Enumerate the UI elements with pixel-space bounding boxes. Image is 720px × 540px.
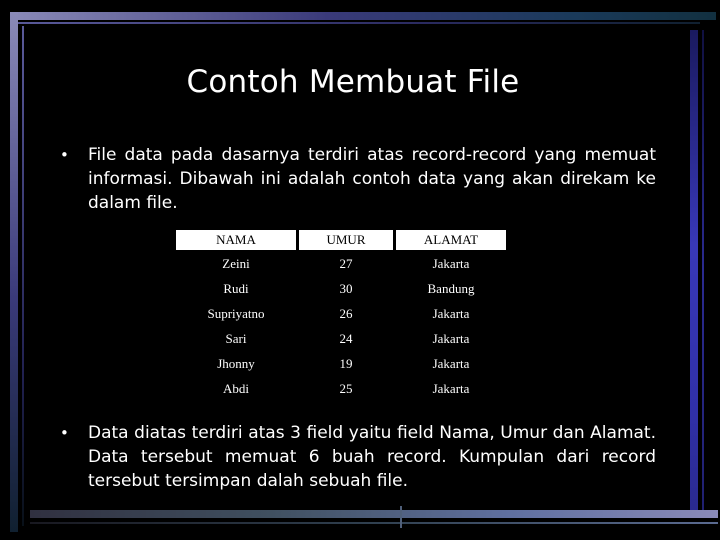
table-cell: 27 bbox=[339, 255, 353, 271]
table-cell: Jakarta bbox=[432, 305, 470, 321]
table-cell: Abdi bbox=[223, 380, 249, 396]
table-cell: 25 bbox=[339, 380, 353, 396]
slide-title: Contoh Membuat File bbox=[186, 64, 520, 100]
table-row bbox=[176, 252, 506, 275]
frame-bottom-tick bbox=[400, 506, 402, 528]
table-cell: Sari bbox=[225, 330, 247, 346]
frame-bottom-bar bbox=[30, 510, 718, 518]
table-header-cell: NAMA bbox=[176, 230, 296, 250]
bullet-item bbox=[60, 143, 656, 215]
frame-left-line bbox=[22, 26, 24, 526]
frame-right-bar bbox=[690, 30, 698, 510]
table-row bbox=[176, 302, 506, 325]
table-cell: Jakarta bbox=[432, 255, 470, 271]
frame-right-line bbox=[702, 30, 704, 510]
table-cell: 30 bbox=[339, 280, 353, 296]
frame-bottom-line bbox=[30, 522, 718, 524]
table-header-row bbox=[176, 230, 506, 250]
table-cell: Jakarta bbox=[432, 380, 470, 396]
table-cell: Rudi bbox=[223, 280, 249, 296]
records-table bbox=[173, 228, 509, 402]
table-cell: 26 bbox=[339, 305, 353, 321]
bullet-text: File data pada dasarnya terdiri atas record-record yang memuat informasi. Dibawah ini adalah contoh data yang akan direkam ke dalam file. bbox=[88, 145, 656, 213]
table-cell: Zeini bbox=[222, 255, 250, 271]
table-cell: Supriyatno bbox=[207, 305, 265, 321]
table-row bbox=[176, 327, 506, 350]
table-cell: Bandung bbox=[427, 280, 475, 296]
bullet-item bbox=[60, 421, 656, 493]
table-cell: 24 bbox=[339, 330, 353, 346]
frame-top-bar bbox=[10, 12, 716, 20]
table-cell: Jhonny bbox=[217, 355, 255, 371]
table-cell: Jakarta bbox=[432, 330, 470, 346]
table-row bbox=[176, 277, 506, 300]
table-header-cell: UMUR bbox=[299, 230, 393, 250]
bullet-text: Data diatas terdiri atas 3 field yaitu field Nama, Umur dan Alamat. Data tersebut memuat 6 buah record. Kumpulan dari record tersebut tersimpan dalah sebuah file. bbox=[88, 423, 656, 491]
table-header-cell: ALAMAT bbox=[396, 230, 506, 250]
bullet-marker: • bbox=[60, 424, 69, 442]
table-cell: 19 bbox=[339, 355, 353, 371]
table-cell: Jakarta bbox=[432, 355, 470, 371]
frame-top-line bbox=[10, 22, 700, 24]
bullet-marker: • bbox=[60, 146, 69, 164]
table-row bbox=[176, 377, 506, 400]
table-row bbox=[176, 352, 506, 375]
